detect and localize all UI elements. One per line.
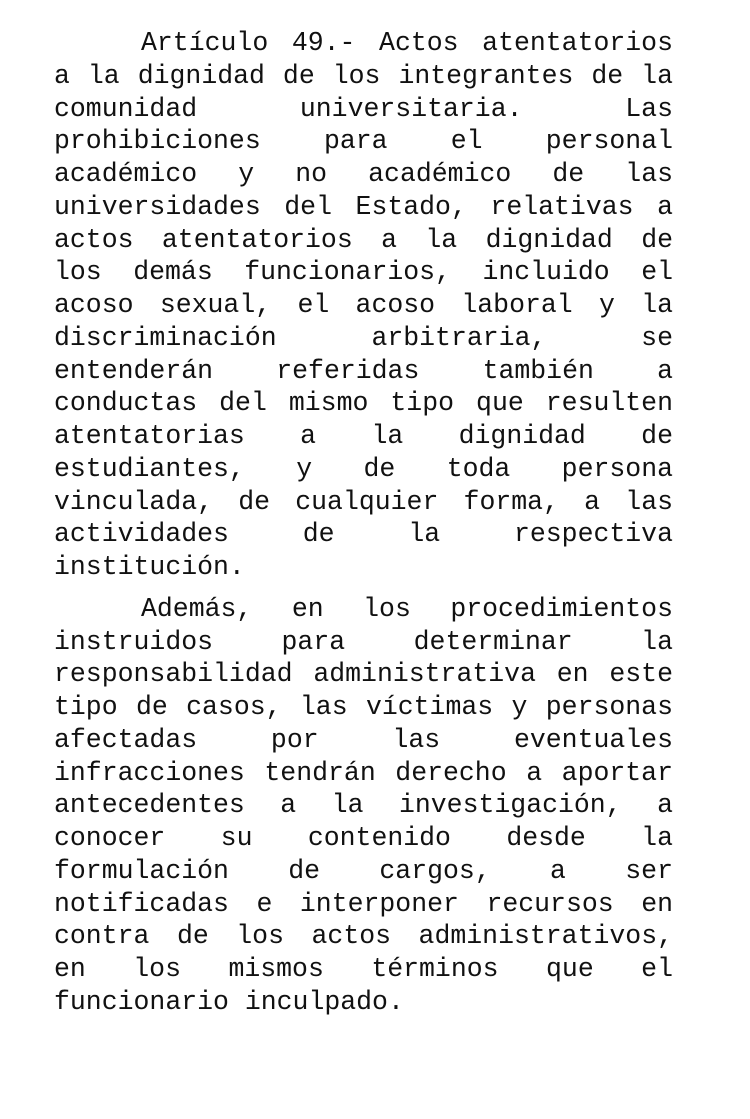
article-paragraph-2: Además, en los procedimientos instruidos para determinar la responsabilidad administrativa en este tipo de casos, las víctimas y personas afectadas por las eventuales infracciones tendrán derecho a aportar antecedentes a la investigación, a conocer su contenido desde la formulación de cargos, a ser notificadas e interponer recursos en contra de los actos administrativos, en los mismos términos que el funcionario inculpado. xyxy=(54,593,673,1017)
document-page xyxy=(54,27,673,1019)
article-paragraph-1 xyxy=(54,27,673,584)
article-heading: Artículo 49.- Actos atentatorios a la dignidad de los integrantes de la comunidad universitaria. xyxy=(54,28,673,124)
article-paragraph-1-body: Las prohibiciones para el personal académico y no académico de las universidades del Estado, relativas a actos atentatorios a la dignidad de los demás funcionarios, incluido el acoso sexual, el acoso laboral y la discriminación arbitraria, se entenderán referidas también a conductas del mismo tipo que resulten atentatorias a la dignidad de estudiantes, y de toda persona vinculada, de cualquier forma, a las actividades de la respectiva institución. xyxy=(54,93,673,582)
